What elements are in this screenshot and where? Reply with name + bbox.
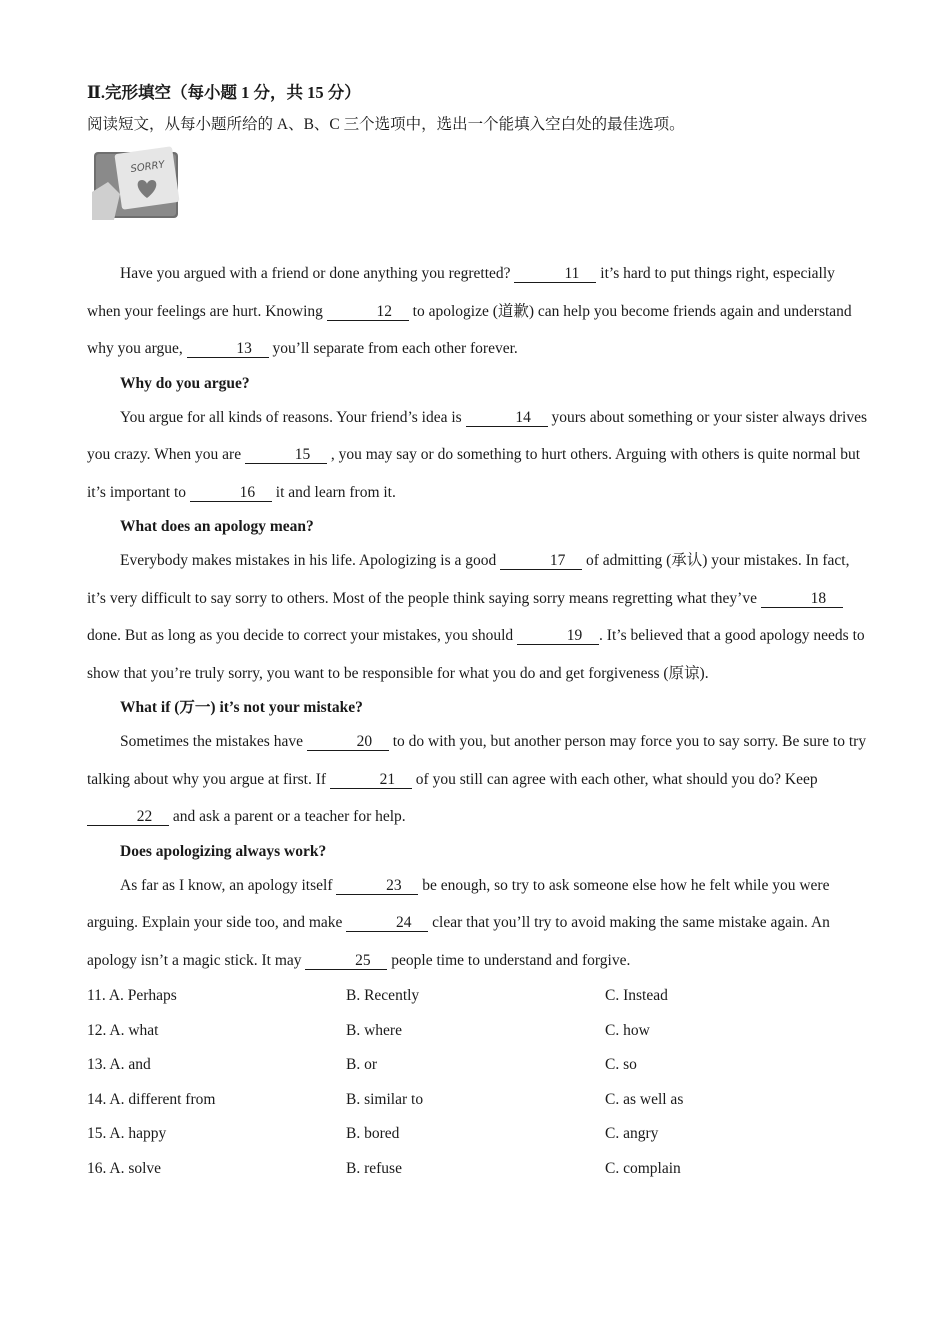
text: Have you argued with a friend or done anything you regretted? <box>120 265 515 282</box>
option-b: B. or <box>346 1056 377 1073</box>
blank-13: 13 <box>187 341 269 358</box>
blank-19: 19 <box>517 628 599 645</box>
option-a: 12. A. what <box>87 1021 159 1039</box>
blank-11: 11 <box>514 266 596 283</box>
subheading-apology-meaning: What does an apology mean? <box>120 518 314 535</box>
option-c: C. Instead <box>605 987 668 1004</box>
text: clear that you’ll try to avoid making the same mistake again. An apology isn’t a magic stick. It may <box>87 914 830 969</box>
text: of you still can agree with each other, what should you do? Keep <box>411 770 818 788</box>
option-row-11 <box>87 979 867 1014</box>
paragraph-2 <box>87 399 867 512</box>
subheading-why-argue: Why do you argue? <box>120 374 250 392</box>
paragraph-5 <box>87 867 867 980</box>
option-row-14 <box>87 1083 867 1118</box>
option-c: C. so <box>605 1056 637 1073</box>
paragraph-3 <box>87 542 867 692</box>
blank-25: 25 <box>305 953 387 970</box>
card-text: SORRY <box>129 159 166 176</box>
text: of admitting (承认) your mistakes. In fact, it’s very difficult to say sorry to others. Most of the people think saying sorry means regretting what they’ve <box>87 552 850 607</box>
text: to apologize (道歉) can help you become friends again and understand why you argue, <box>87 302 852 357</box>
text: done. But as long as you decide to correct your mistakes, you should <box>87 627 518 644</box>
answer-options <box>87 979 867 1186</box>
text: . It’s believed that a good apology needs to show that you’re truly sorry, you want to be responsible for what you do and get forgiveness (原谅). <box>87 627 865 682</box>
text: and ask a parent or a teacher for help. <box>169 808 406 825</box>
option-b: B. Recently <box>346 987 420 1004</box>
option-a: 11. A. Perhaps <box>87 987 177 1004</box>
text: yours about something or your sister always drives you crazy. When you are <box>87 408 868 463</box>
option-row-15 <box>87 1117 867 1152</box>
text: it’s hard to put things right, especially when your feelings are hurt. Knowing <box>87 265 835 320</box>
option-row-16 <box>87 1152 867 1187</box>
paragraph-4 <box>87 723 867 836</box>
text: You argue for all kinds of reasons. Your friend’s idea is <box>120 408 466 426</box>
section-title: Ⅱ.完形填空（每小题 1 分，共 15 分） <box>87 83 361 102</box>
option-b: B. bored <box>346 1125 400 1142</box>
text: be enough, so try to ask someone else how he felt while you were arguing. Explain your side too, and make <box>87 876 830 931</box>
text: people time to understand and forgive. <box>387 951 631 969</box>
blank-18: 18 <box>761 591 843 608</box>
blank-24: 24 <box>346 915 428 932</box>
subheading-not-your-mistake: What if (万一) it’s not your mistake? <box>120 699 363 716</box>
option-row-13 <box>87 1048 867 1083</box>
option-a: 14. A. different from <box>87 1090 216 1108</box>
text: you’ll separate from each other forever. <box>268 340 518 357</box>
blank-14: 14 <box>466 410 548 427</box>
option-a: 13. A. and <box>87 1056 151 1073</box>
text: Everybody makes mistakes in his life. Apologizing is a good <box>120 552 501 569</box>
blank-21: 21 <box>330 772 412 789</box>
option-b: B. where <box>346 1021 402 1039</box>
subheading-apologizing-work: Does apologizing always work? <box>120 842 327 860</box>
paragraph-1 <box>87 255 867 368</box>
option-b: B. similar to <box>346 1090 424 1108</box>
passage <box>87 255 867 979</box>
option-c: C. how <box>605 1021 650 1039</box>
exam-page <box>87 78 867 1186</box>
sorry-card-illustration <box>92 146 180 220</box>
blank-22: 22 <box>87 809 169 826</box>
text: As far as I know, an apology itself <box>120 876 337 894</box>
option-c: C. as well as <box>605 1090 684 1108</box>
text: , you may say or do something to hurt others. Arguing with others is quite normal but it’s important to <box>87 446 861 501</box>
option-row-12 <box>87 1014 867 1049</box>
blank-17: 17 <box>500 553 582 570</box>
text: Sometimes the mistakes have <box>120 733 307 750</box>
option-a: 15. A. happy <box>87 1125 167 1142</box>
blank-15: 15 <box>245 447 327 464</box>
option-c: C. angry <box>605 1125 659 1142</box>
text: it and learn from it. <box>271 483 396 501</box>
blank-20: 20 <box>307 734 389 751</box>
blank-23: 23 <box>336 878 418 895</box>
instructions: 阅读短文，从每小题所给的 A、B、C 三个选项中，选出一个能填入空白处的最佳选项。 <box>87 116 685 133</box>
option-c: C. complain <box>605 1159 681 1177</box>
blank-12: 12 <box>327 304 409 321</box>
option-a: 16. A. solve <box>87 1159 162 1177</box>
blank-16: 16 <box>190 485 272 502</box>
text: to do with you, but another person may force you to say sorry. Be sure to try talking about why you argue at first. If <box>87 733 867 788</box>
option-b: B. refuse <box>346 1159 402 1177</box>
